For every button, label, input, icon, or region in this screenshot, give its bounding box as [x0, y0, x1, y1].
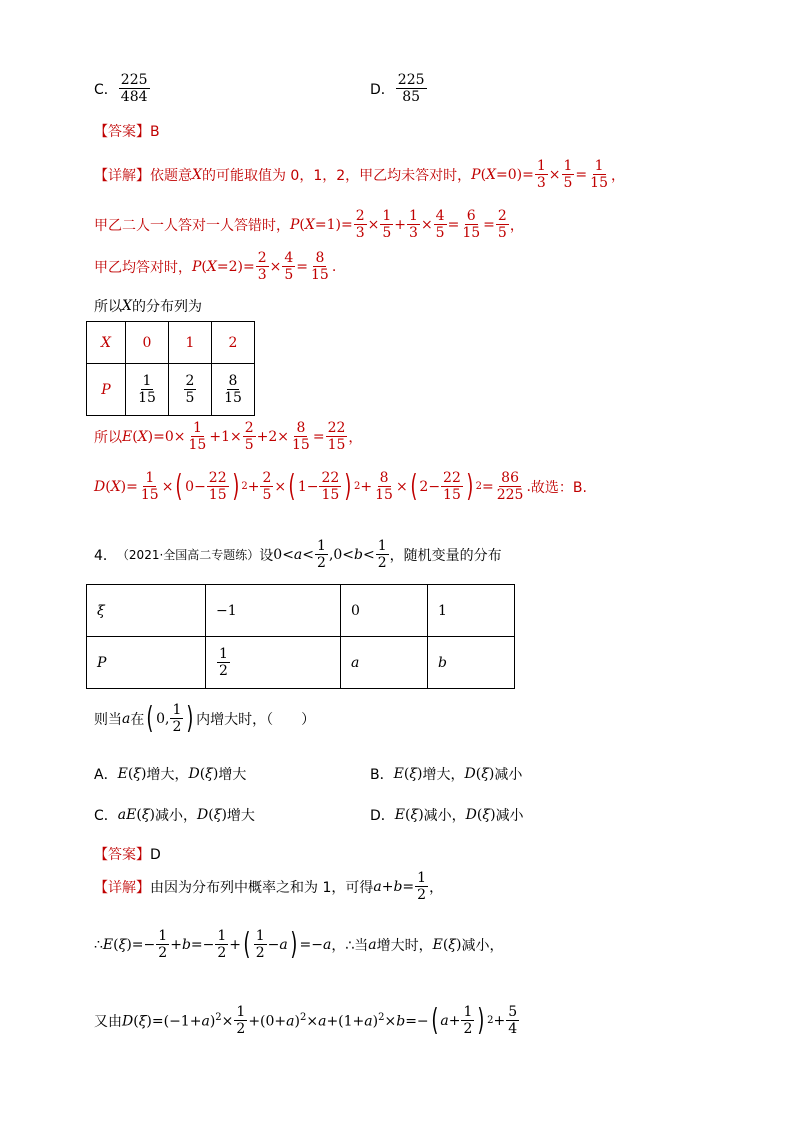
detail-line-1: 【详解】 依题意 X 的可能取值为 0，1，2，甲乙均未答对时， P(X=0)= $\frac{1}{3}$ × $\frac{1}{5}$ = $\frac{1}{15}$ ， [94, 158, 625, 192]
dist-intro: 所以 X 的分布列为 [94, 298, 202, 315]
q4-option-b: B． E(ξ) 增大， D(ξ) 减小 [370, 766, 523, 783]
expectation-line: 所以 E(X)=0× $\frac{1}{15}$ +1× $\frac{2}{5}$ +2× $\frac{8}{15}$ = $\frac{22}{15}$ ， [94, 420, 363, 454]
q4-stem: 4． （2021·全国高二专题练） 设 0<a< $\frac{1}{2}$ ,0<b< $\frac{1}{2}$ ，随机变量的分布 [94, 538, 502, 572]
answer-line: 【答案】B [94, 124, 160, 140]
distribution-table-x: X 0 1 2 P $\frac{1}{15}$ $\frac{2}{5}$ $\frac{8}{15}$ [86, 321, 255, 416]
option-d: D． $\frac{225}{85}$ [370, 72, 425, 106]
option-c: C． $\frac{225}{484}$ [94, 72, 148, 106]
detail-line-3: 甲乙均答对时， P(X=2)= $\frac{2}{3}$ × $\frac{4}{5}$ = $\frac{8}{15}$ . [94, 250, 337, 284]
q4-option-c: C． aE(ξ) 减小， D(ξ) 增大 [94, 807, 255, 824]
variance-line: D(X)= $\frac{1}{15}$ × ( 0− $\frac{22}{15}$ ) 2 + $\frac{2}{5}$ × ( 1− $\frac{22}{15}$ ) 2 + $\frac{8}{15}$ × ( 2− $\frac{22}{15}$ ) 2 = $\frac{86}{225}$ . 故选：B. [94, 468, 587, 504]
q4-option-d: D． E(ξ) 减小， D(ξ) 减小 [370, 807, 524, 824]
q4-option-a: A． E(ξ) 增大， D(ξ) 增大 [94, 766, 247, 783]
q4-question: 则当 a 在 ( 0, $\frac{1}{2}$ ) 内增大时，（ ） [94, 700, 316, 736]
detail-line-2: 甲乙二人一人答对一人答错时， P(X=1)= $\frac{2}{3}$ × $\frac{1}{5}$ + $\frac{1}{3}$ × $\frac{4}{5}$ = $\frac{6}{15}$ = $\frac{2}{5}$ ， [94, 208, 524, 242]
q4-detail-line-3: 又由 $D(\xi)=(-1+a)^2\times$ $\frac{1}{2}$ $+(0+a)^2\times a+(1+a)^2\times b=-$ ( a + $\frac{1}{2}$ ) 2 + $\frac{5}{4}$ [94, 1002, 518, 1038]
q4-detail-line-1: 【详解】 由因为分布列中概率之和为 1，可得 a+b= $\frac{1}{2}$ ， [94, 870, 444, 904]
q4-answer-line: 【答案】D [94, 847, 161, 863]
q4-detail-line-2: ∴E(ξ)=− $\frac{1}{2}$ +b=− $\frac{1}{2}$ + ( $\frac{1}{2}$ − a ) =−a ，∴当 a 增大时， E(ξ) 减小， [94, 926, 504, 962]
distribution-table-xi: ξ −1 0 1 P $\frac{1}{2}$ a b [86, 584, 515, 689]
